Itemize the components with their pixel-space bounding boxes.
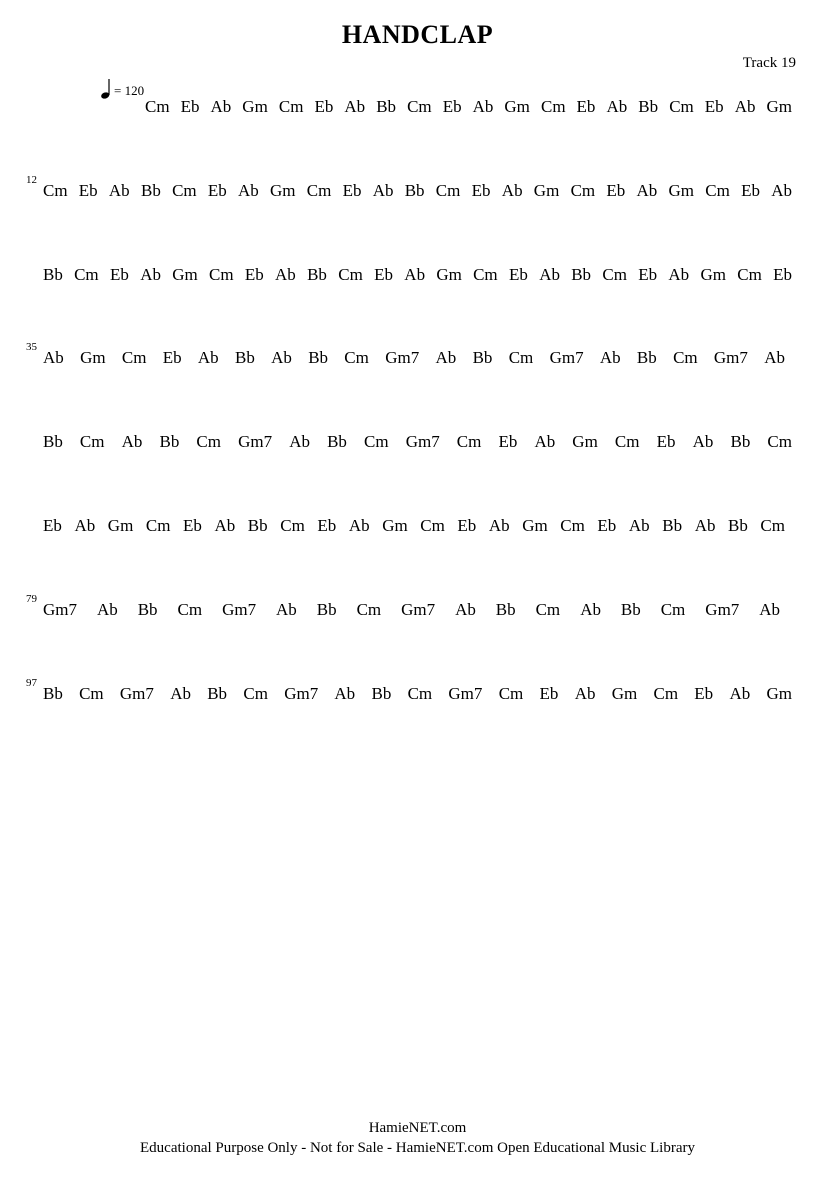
chord-symbol: Ab xyxy=(636,181,658,200)
chord-symbol: Ab xyxy=(501,181,523,200)
chord-symbol: Cm xyxy=(356,600,382,619)
chord-symbol: Ab xyxy=(734,97,756,116)
chord-symbol: Cm xyxy=(673,348,698,367)
chord-symbol: Eb xyxy=(183,516,202,535)
chord-symbol: Eb xyxy=(576,97,596,116)
chord-symbol: Cm xyxy=(79,684,104,703)
chord-symbol: Bb xyxy=(235,348,255,367)
chord-symbol: Gm7 xyxy=(401,600,436,619)
bar-number: 12 xyxy=(26,174,37,186)
chord-symbol: Bb xyxy=(376,97,397,116)
chord-symbol: Ab xyxy=(668,265,690,284)
chord-symbol: Bb xyxy=(495,600,516,619)
chord-symbol: Ab xyxy=(275,265,296,284)
chord-symbol: Ab xyxy=(197,348,219,367)
chord-row xyxy=(0,174,835,203)
chord-symbol: Gm7 xyxy=(284,684,319,703)
chord-symbol: Eb xyxy=(342,181,362,200)
chord-symbol: Gm7 xyxy=(238,432,273,451)
chord-symbol: Eb xyxy=(509,265,528,284)
chord-symbol: Bb xyxy=(207,684,228,703)
chord-symbol: Ab xyxy=(759,600,780,619)
chord-symbol: Eb xyxy=(773,265,792,284)
chord-symbol: Ab xyxy=(599,348,621,367)
chord-symbol: Ab xyxy=(574,684,596,703)
chord-symbol: Cm xyxy=(196,432,221,451)
chord-symbol: Eb xyxy=(162,348,182,367)
chord-symbol: Cm xyxy=(364,432,389,451)
chord-symbol: Ab xyxy=(334,684,356,703)
chord-symbol: Eb xyxy=(498,432,518,451)
chord-symbol: Eb xyxy=(207,181,227,200)
chord-symbol: Eb xyxy=(606,181,626,200)
chord-symbol: Bb xyxy=(728,516,748,535)
chord-symbol: Ab xyxy=(140,265,161,284)
chord-symbol: Cm xyxy=(535,600,561,619)
chord-symbol: Cm xyxy=(760,516,785,535)
chord-symbol: Cm xyxy=(280,516,305,535)
chord-symbol: Bb xyxy=(307,265,327,284)
chord-symbol: Ab xyxy=(771,181,792,200)
chord-symbol: Cm xyxy=(602,265,627,284)
chord-symbol: Gm xyxy=(533,181,560,200)
chord-symbol: Bb xyxy=(316,600,337,619)
chord-symbol: Cm xyxy=(737,265,762,284)
chord-symbol: Eb xyxy=(442,97,462,116)
chord-symbol: Gm7 xyxy=(405,432,440,451)
bar-number: 79 xyxy=(26,593,37,605)
chord-symbol: Cm xyxy=(121,348,147,367)
chord-symbol: Bb xyxy=(141,181,161,200)
chord-symbol: Bb xyxy=(159,432,180,451)
chord-symbol: Cm xyxy=(177,600,203,619)
chord-symbol: Eb xyxy=(638,265,658,284)
chord-symbol: Ab xyxy=(764,348,785,367)
chord-row xyxy=(0,341,835,370)
chord-symbol: Bb xyxy=(662,516,683,535)
chord-symbol: Cm xyxy=(306,181,332,200)
chord-symbol: Cm xyxy=(79,432,105,451)
chord-symbol: Gm7 xyxy=(549,348,584,367)
chord-symbol: Gm xyxy=(270,181,296,200)
chord-symbol: Gm7 xyxy=(713,348,748,367)
chord-symbol: Ab xyxy=(214,516,236,535)
chord-symbol: Eb xyxy=(741,181,760,200)
chord-symbol: Gm7 xyxy=(43,600,77,619)
chord-symbol: Bb xyxy=(137,600,158,619)
chord-symbol: Gm7 xyxy=(448,684,483,703)
chord-symbol: Cm xyxy=(209,265,234,284)
chord-symbol: Gm xyxy=(572,432,598,451)
chord-symbol: Cm xyxy=(653,684,679,703)
chord-symbol: Bb xyxy=(638,97,659,116)
chord-symbol: Ab xyxy=(170,684,191,703)
chord-symbol: Cm xyxy=(705,181,730,200)
chord-symbol: Gm xyxy=(766,684,792,703)
track-label: Track 19 xyxy=(742,55,796,71)
chord-symbol: Cm xyxy=(407,97,432,116)
chord-symbol: Cm xyxy=(508,348,534,367)
chord-symbol: Gm xyxy=(242,97,268,116)
chord-symbol: Gm7 xyxy=(385,348,420,367)
chord-symbol: Cm xyxy=(456,432,482,451)
chord-symbol: Gm xyxy=(766,97,792,116)
chord-symbol: Bb xyxy=(472,348,493,367)
chord-symbol: Bb xyxy=(571,265,592,284)
chord-symbol: Cm xyxy=(43,181,68,200)
chord-symbol: Ab xyxy=(108,181,130,200)
chord-symbol: Ab xyxy=(692,432,714,451)
chord-symbol: Ab xyxy=(238,181,259,200)
chord-symbol: Cm xyxy=(669,97,694,116)
chord-symbol: Ab xyxy=(694,516,716,535)
chord-symbol: Ab xyxy=(539,265,560,284)
chord-symbol: Gm xyxy=(700,265,726,284)
song-title: HANDCLAP xyxy=(341,20,494,49)
chord-symbol: Gm xyxy=(504,97,530,116)
chord-symbol: Bb xyxy=(308,348,329,367)
chord-symbol: Bb xyxy=(43,432,63,451)
chord-symbol: Ab xyxy=(606,97,628,116)
chord-symbol: Gm xyxy=(80,348,106,367)
chord-symbol: Cm xyxy=(498,684,524,703)
chord-symbol: Eb xyxy=(656,432,676,451)
chord-symbol: Ab xyxy=(455,600,476,619)
chord-symbol: Ab xyxy=(276,600,297,619)
chord-symbol: Eb xyxy=(704,97,724,116)
chord-row xyxy=(0,593,835,622)
chord-symbol: Bb xyxy=(404,181,425,200)
chord-symbol: Eb xyxy=(180,97,200,116)
chord-row xyxy=(0,432,835,454)
chord-symbol: Bb xyxy=(620,600,641,619)
chord-symbol: Ab xyxy=(348,516,370,535)
chord-symbol: Gm xyxy=(436,265,462,284)
bar-number: 97 xyxy=(26,677,37,689)
chord-row xyxy=(0,516,835,538)
chord-symbol: Bb xyxy=(43,684,63,703)
chord-symbol: Bb xyxy=(371,684,392,703)
chord-symbol: Ab xyxy=(97,600,118,619)
chord-symbol: Bb xyxy=(730,432,751,451)
chord-symbol: Cm xyxy=(145,97,170,116)
chord-symbol: Eb xyxy=(110,265,129,284)
chord-symbol: Ab xyxy=(472,97,494,116)
chord-symbol: Eb xyxy=(317,516,337,535)
chord-symbol: Ab xyxy=(729,684,751,703)
chord-symbol: Cm xyxy=(767,432,792,451)
chord-symbol: Cm xyxy=(473,265,498,284)
chord-row xyxy=(0,265,835,287)
chord-symbol: Eb xyxy=(374,265,393,284)
chord-symbol: Ab xyxy=(372,181,394,200)
chord-symbol: Cm xyxy=(338,265,363,284)
chord-symbol: Cm xyxy=(570,181,596,200)
chord-symbol: Ab xyxy=(43,348,64,367)
chord-symbol: Cm xyxy=(541,97,566,116)
chord-symbol: Eb xyxy=(539,684,559,703)
chord-symbol: Ab xyxy=(74,516,96,535)
chord-symbol: Eb xyxy=(43,516,62,535)
chord-symbol: Cm xyxy=(145,516,171,535)
chord-symbol: Ab xyxy=(344,97,366,116)
footer-site: HamieNET.com xyxy=(368,1120,467,1136)
chord-symbol: Gm xyxy=(172,265,198,284)
chord-symbol: Eb xyxy=(694,684,714,703)
chord-symbol: Bb xyxy=(327,432,347,451)
chord-symbol: Eb xyxy=(597,516,617,535)
bar-number: 35 xyxy=(26,341,37,353)
chord-symbol: Eb xyxy=(244,265,264,284)
chord-symbol: Cm xyxy=(560,516,585,535)
chord-symbol: Cm xyxy=(278,97,304,116)
chord-symbol: Cm xyxy=(435,181,461,200)
chord-symbol: Gm xyxy=(522,516,548,535)
chord-symbol: Bb xyxy=(43,265,63,284)
chord-symbol: Eb xyxy=(314,97,334,116)
chord-symbol: Gm7 xyxy=(705,600,740,619)
footer-notice: Educational Purpose Only - Not for Sale - HamieNET.com Open Educational Music Library xyxy=(140,1140,695,1156)
chord-symbol: Gm xyxy=(611,684,638,703)
chord-symbol: Eb xyxy=(457,516,477,535)
chord-symbol: Eb xyxy=(471,181,491,200)
chord-row xyxy=(0,677,835,706)
tempo-value: = 120 xyxy=(114,83,145,98)
chord-symbol: Ab xyxy=(534,432,556,451)
chord-symbol: Bb xyxy=(247,516,268,535)
chord-symbol: Eb xyxy=(78,181,98,200)
chord-row xyxy=(0,97,835,119)
chord-symbol: Cm xyxy=(344,348,369,367)
chord-symbol: Cm xyxy=(172,181,197,200)
chord-symbol: Cm xyxy=(660,600,686,619)
chord-symbol: Ab xyxy=(580,600,601,619)
chord-symbol: Gm xyxy=(668,181,694,200)
chord-symbol: Cm xyxy=(420,516,445,535)
chord-symbol: Gm7 xyxy=(222,600,257,619)
chord-symbol: Gm7 xyxy=(119,684,154,703)
chord-symbol: Cm xyxy=(407,684,433,703)
chord-symbol: Ab xyxy=(210,97,232,116)
chord-symbol: Ab xyxy=(404,265,426,284)
chord-symbol: Cm xyxy=(74,265,99,284)
chord-symbol: Bb xyxy=(636,348,657,367)
chord-symbol: Gm xyxy=(382,516,408,535)
chord-symbol: Ab xyxy=(435,348,457,367)
chord-symbol: Cm xyxy=(243,684,268,703)
chord-symbol: Ab xyxy=(121,432,143,451)
chord-symbol: Ab xyxy=(289,432,310,451)
chord-symbol: Cm xyxy=(614,432,640,451)
chord-symbol: Ab xyxy=(628,516,650,535)
chord-symbol: Ab xyxy=(271,348,292,367)
chord-symbol: Gm xyxy=(107,516,134,535)
chord-symbol: Ab xyxy=(488,516,510,535)
